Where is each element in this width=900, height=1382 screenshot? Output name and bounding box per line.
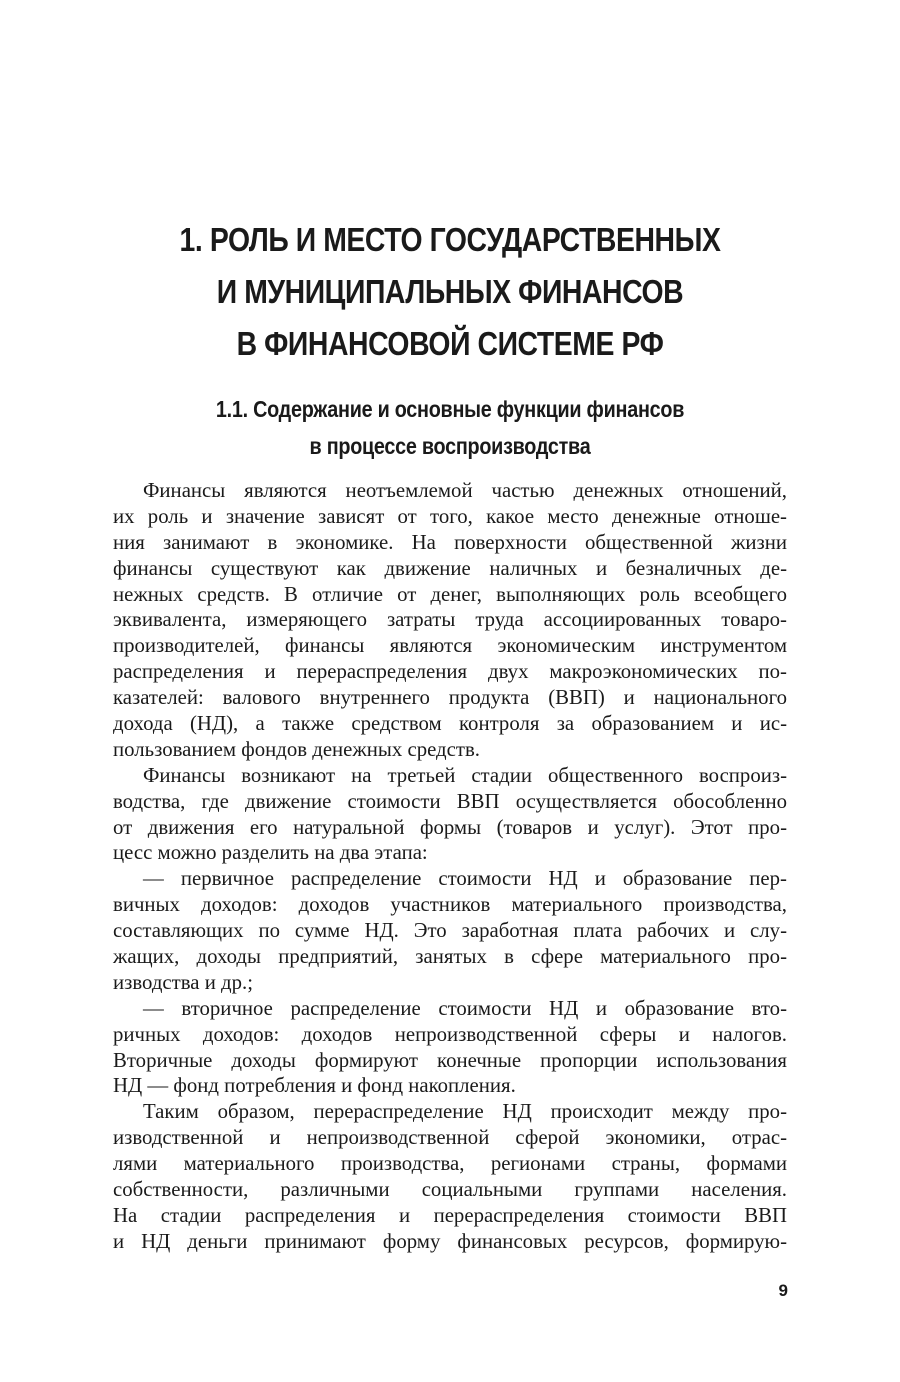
- text-line: Таким образом, перераспределение НД происходит между про-: [143, 1100, 787, 1124]
- text-line: пользованием фондов денежных средств.: [113, 737, 480, 761]
- text-line: На стадии распределения и перераспределения стоимости ВВП: [113, 1203, 787, 1227]
- chapter-title-line: В ФИНАНСОВОЙ СИСТЕМЕ РФ: [236, 325, 664, 362]
- text-line: изводства и др.;: [113, 970, 253, 994]
- text-line: и НД деньги принимают форму финансовых ресурсов, формирую-: [113, 1229, 787, 1253]
- page-number: 9: [778, 1281, 788, 1300]
- text-line: ричных доходов: доходов непроизводственной сферы и налогов.: [113, 1022, 787, 1046]
- section-title-line: в процессе воспроизводства: [309, 433, 591, 459]
- body-text: [113, 478, 787, 1255]
- text-line: Вторичные доходы формируют конечные пропорции использования: [113, 1048, 787, 1072]
- text-line: составляющих по сумме НД. Это заработная плата рабочих и слу-: [113, 919, 787, 943]
- text-line: водства, где движение стоимости ВВП осуществляется обособленно: [113, 789, 787, 813]
- text-line: — первичное распределение стоимости НД и образование пер-: [143, 867, 787, 891]
- section-title: [192, 391, 708, 465]
- text-line: казателей: валового внутреннего продукта (ВВП) и национального: [113, 686, 787, 710]
- text-line: НД — фонд потребления и фонд накопления.: [113, 1074, 516, 1098]
- text-line: лями материального производства, регионами страны, формами: [113, 1152, 787, 1176]
- chapter-title: [166, 214, 734, 370]
- text-line: собственности, различными социальными группами населения.: [113, 1178, 787, 1202]
- chapter-title-line: И МУНИЦИПАЛЬНЫХ ФИНАНСОВ: [216, 273, 684, 310]
- text-line: дохода (НД), а также средством контроля за образованием и ис-: [113, 712, 787, 736]
- text-line: нежных средств. В отличие от денег, выполняющих роль всеобщего: [113, 582, 787, 606]
- text-line: Финансы являются неотъемлемой частью денежных отношений,: [143, 479, 787, 502]
- text-line: — вторичное распределение стоимости НД и образование вто-: [143, 996, 787, 1020]
- text-line: от движения его натуральной формы (товаров и услуг). Этот про-: [113, 815, 787, 839]
- text-line: вичных доходов: доходов участников материального производства,: [113, 893, 787, 917]
- text-line: их роль и значение зависят от того, какое место денежные отноше-: [113, 504, 787, 528]
- text-line: финансы существуют как движение наличных и безналичных де-: [113, 556, 787, 580]
- text-line: производителей, финансы являются экономическим инструментом: [113, 634, 787, 658]
- text-line: ния занимают в экономике. На поверхности общественной жизни: [113, 530, 787, 554]
- text-line: изводственной и непроизводственной сферой экономики, отрас-: [113, 1126, 787, 1150]
- text-line: жащих, доходы предприятий, занятых в сфере материального про-: [113, 945, 787, 969]
- chapter-title-line: 1. РОЛЬ И МЕСТО ГОСУДАРСТВЕННЫХ: [179, 221, 721, 258]
- text-line: цесс можно разделить на два этапа:: [113, 841, 428, 865]
- text-line: Финансы возникают на третьей стадии общественного воспроиз-: [143, 763, 787, 787]
- text-line: эквивалента, измеряющего затраты труда ассоциированных товаро-: [113, 608, 787, 632]
- section-title-line: 1.1. Содержание и основные функции финансов: [215, 396, 685, 422]
- text-line: распределения и перераспределения двух макроэкономических по-: [113, 660, 787, 684]
